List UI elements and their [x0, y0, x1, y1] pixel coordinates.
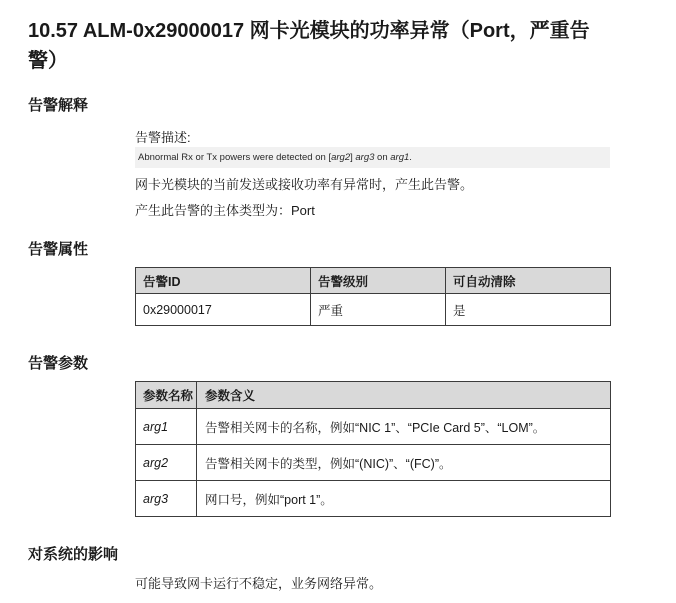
cell-param-meaning: 告警相关网卡的名称，例如“NIC 1”、“PCIe Card 5”、“LOM”。 [197, 409, 611, 445]
alarm-parameters-table [135, 381, 611, 517]
arg-placeholder: arg3 [355, 152, 375, 163]
cell-alarm-severity: 严重 [311, 294, 446, 326]
column-header-param-name: 参数名称 [136, 382, 197, 409]
table-header-row [136, 268, 611, 294]
cell-param-name: arg1 [136, 409, 197, 445]
arg-placeholder: arg2 [331, 152, 351, 163]
desc-text: ] [350, 152, 356, 163]
cell-param-name: arg3 [136, 481, 197, 517]
cell-alarm-id: 0x29000017 [136, 294, 311, 326]
cell-param-name: arg2 [136, 445, 197, 481]
alarm-attributes-table [135, 267, 611, 326]
cell-auto-clear: 是 [446, 294, 611, 326]
section-heading-attributes: 告警属性 [28, 241, 89, 258]
alarm-description-box [135, 147, 610, 168]
desc-text: Abnormal Rx or Tx powers were detected on [ [138, 152, 332, 163]
desc-text: on [374, 152, 391, 163]
alarm-trigger-paragraph: 网卡光模块的当前发送或接收功率有异常时，产生此告警。 [135, 177, 474, 192]
impact-paragraph: 可能导致网卡运行不稳定，业务网络异常。 [135, 576, 383, 591]
column-header-alarm-id: 告警ID [136, 268, 311, 294]
table-row [136, 294, 611, 326]
column-header-param-meaning: 参数含义 [197, 382, 611, 409]
section-heading-impact: 对系统的影响 [28, 546, 119, 563]
cell-param-meaning: 告警相关网卡的类型，例如“(NIC)”、“(FC)”。 [197, 445, 611, 481]
arg-placeholder: arg1 [390, 152, 410, 163]
table-header-row [136, 382, 611, 409]
page-title: 10.57 ALM-0x29000017 网卡光模块的功率异常（Port，严重告警） [28, 20, 590, 72]
table-row [136, 445, 611, 481]
section-heading-parameters: 告警参数 [28, 355, 89, 372]
section-heading-explanation: 告警解释 [28, 97, 89, 114]
cell-param-meaning: 网口号，例如“port 1”。 [197, 481, 611, 517]
alarm-description-label: 告警描述: [135, 130, 191, 145]
column-header-auto-clear: 可自动清除 [446, 268, 611, 294]
desc-text: . [409, 152, 412, 163]
table-row [136, 409, 611, 445]
table-row [136, 481, 611, 517]
column-header-alarm-severity: 告警级别 [311, 268, 446, 294]
alarm-subject-paragraph: 产生此告警的主体类型为：Port [135, 203, 315, 218]
